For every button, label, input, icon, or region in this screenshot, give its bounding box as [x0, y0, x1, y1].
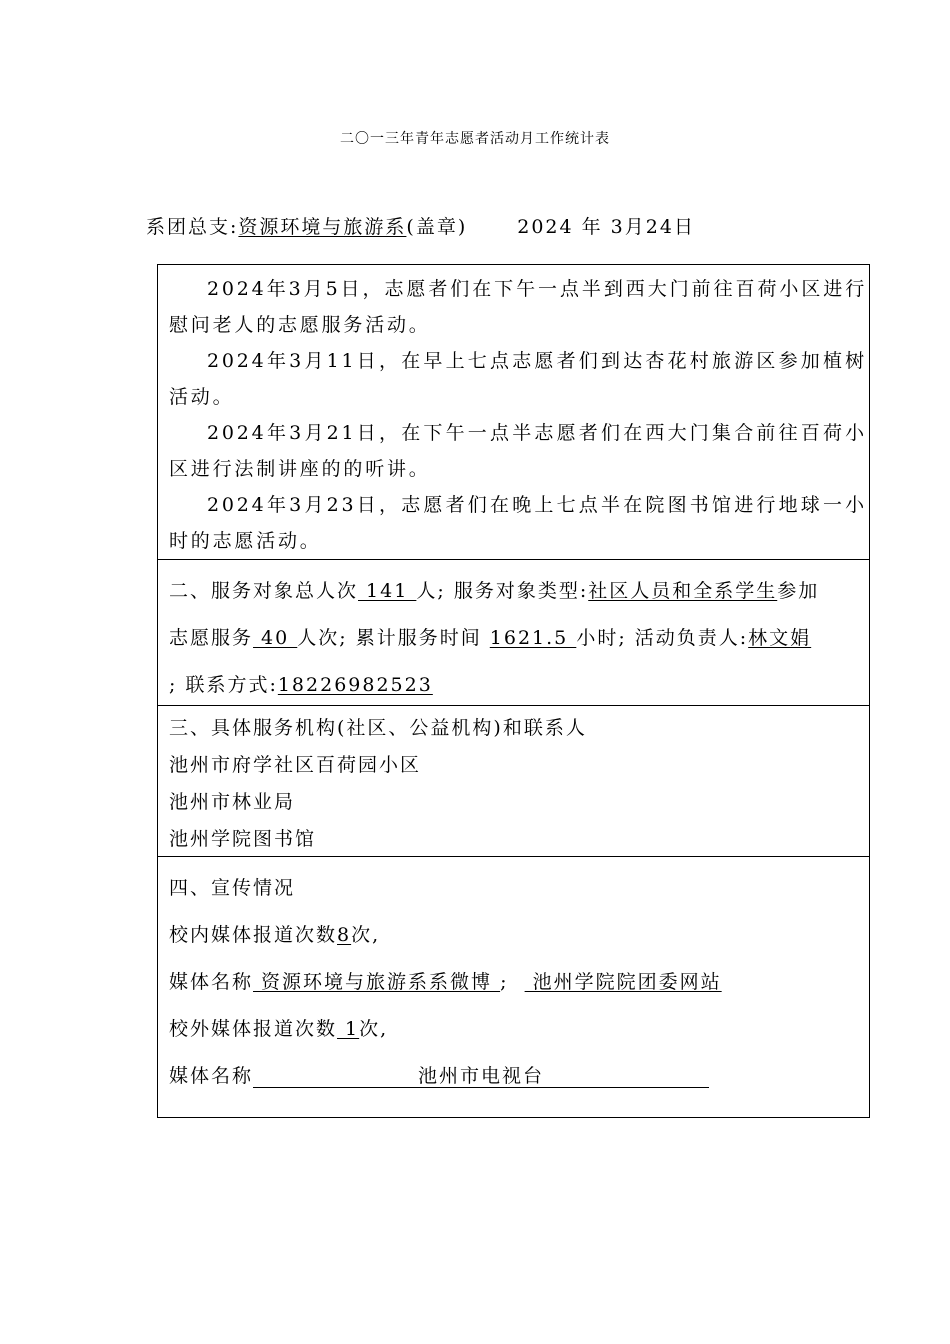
branch-label: 系团总支:	[146, 216, 239, 238]
report-date: 2024 年 3月24日	[517, 216, 695, 238]
media-name-label: 媒体名称	[169, 971, 254, 993]
service-stats-line-1	[169, 568, 869, 615]
service-organizations-section	[158, 705, 869, 856]
external-media-name: 池州市电视台	[253, 1065, 709, 1088]
internal-count-label: 校内媒体报道次数	[169, 924, 338, 946]
activity-paragraph: 2024年3月23日，志愿者们在晚上七点半在院图书馆进行地球一小时的志愿活动。	[169, 494, 867, 552]
service-stats-section	[158, 559, 869, 705]
internal-media-2: 池州学院院团委网站	[524, 971, 722, 993]
volunteer-label: 志愿服务	[169, 627, 254, 649]
activity-leader: 林文娟	[748, 627, 812, 649]
internal-media-1: 资源环境与旅游系系微博	[253, 971, 501, 993]
publicity-heading: 四、宣传情况	[169, 877, 296, 899]
external-report-line	[169, 1006, 869, 1053]
report-table	[157, 264, 870, 1118]
publicity-section	[158, 856, 869, 1117]
external-count: 1	[337, 1018, 360, 1040]
external-media-label: 媒体名称	[169, 1065, 254, 1087]
internal-report-line	[169, 912, 869, 959]
branch-name: 资源环境与旅游系	[238, 216, 407, 238]
organization-item: 池州市林业局	[169, 791, 296, 813]
report-header	[146, 212, 695, 239]
organizations-heading: 三、具体服务机构(社区、公益机构)和联系人	[169, 717, 587, 739]
service-stats-line-3	[169, 662, 869, 709]
page-title: 二〇一三年青年志愿者活动月工作统计表	[340, 131, 610, 147]
service-hours: 1621.5	[489, 627, 577, 649]
external-unit: 次,	[359, 1018, 389, 1040]
internal-media-line	[169, 959, 869, 1006]
total-label: 二、服务对象总人次	[169, 580, 359, 602]
external-media-line	[169, 1053, 869, 1100]
volunteer-unit: 人次; 累计服务时间	[297, 627, 482, 649]
activity-paragraph: 2024年3月21日，在下午一点半志愿者们在西大门集合前往百荷小区进行法制讲座的的听讲。	[169, 422, 867, 480]
contact-phone: 18226982523	[277, 674, 433, 696]
internal-count: 8	[337, 924, 352, 946]
internal-unit: 次,	[351, 924, 381, 946]
service-types: 社区人员和全系学生	[588, 580, 778, 602]
contact-label: ; 联系方式:	[169, 674, 278, 696]
activity-paragraph: 2024年3月11日，在早上七点志愿者们到达杏花村旅游区参加植树活动。	[169, 350, 867, 408]
total-unit: 人; 服务对象类型:	[416, 580, 589, 602]
service-stats-line-2	[169, 615, 869, 662]
join-label: 参加	[777, 580, 820, 602]
stamp-note: (盖章)	[406, 216, 468, 238]
hours-unit: 小时; 活动负责人:	[576, 627, 749, 649]
volunteer-count: 40	[253, 627, 298, 649]
media-separator: ;	[500, 971, 509, 993]
organization-item: 池州学院图书馆	[169, 828, 317, 850]
activity-paragraph: 2024年3月5日，志愿者们在下午一点半到西大门前往百荷小区进行慰问老人的志愿服务活动。	[169, 278, 867, 336]
organization-item: 池州市府学社区百荷园小区	[169, 754, 422, 776]
external-count-label: 校外媒体报道次数	[169, 1018, 338, 1040]
total-count: 141	[358, 580, 417, 602]
activity-description-section	[158, 265, 869, 559]
